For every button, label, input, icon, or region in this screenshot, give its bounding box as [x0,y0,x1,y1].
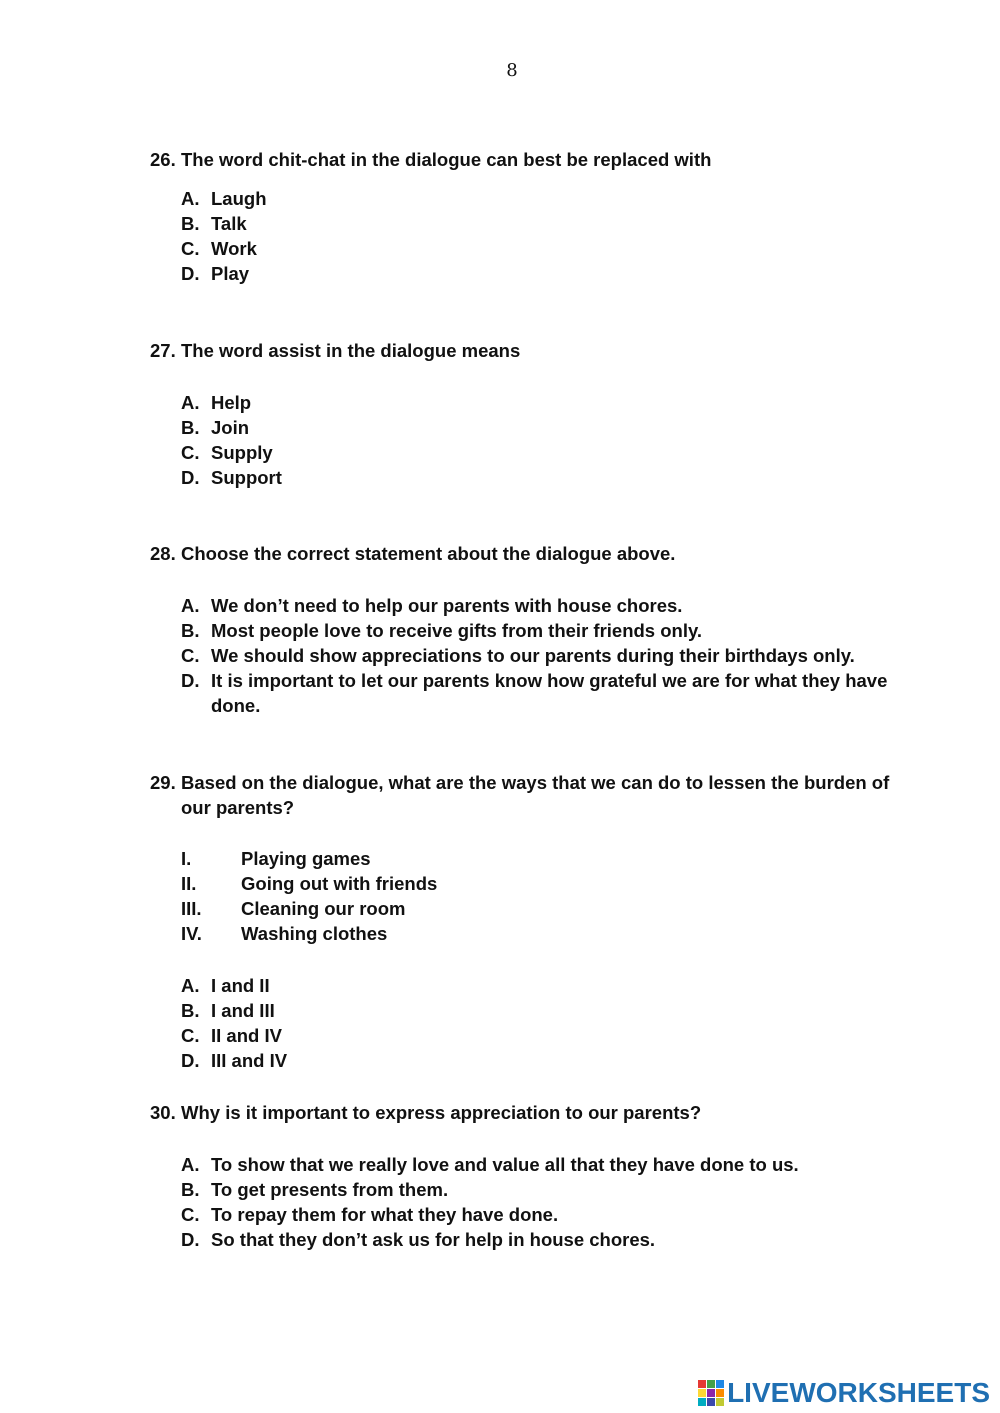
question-number: 26. [150,149,176,170]
option-text: Join [211,417,250,438]
option-c[interactable] [181,440,910,465]
roman-number: IV. [181,923,202,944]
option-letter: C. [181,1204,200,1225]
option-text: III and IV [211,1050,288,1071]
option-a[interactable] [181,390,910,415]
option-b[interactable] [181,998,910,1023]
option-text: I and III [211,1000,275,1021]
option-list [181,1152,910,1252]
question-number: 29. [150,772,176,793]
roman-number: II. [181,873,197,894]
option-letter: A. [181,1154,200,1175]
option-letter: C. [181,442,200,463]
question-text: The word chit-chat in the dialogue can best be replaced with [181,149,712,170]
option-letter: B. [181,1179,200,1200]
roman-text: Washing clothes [241,923,388,944]
option-b[interactable] [181,211,910,236]
option-letter: B. [181,213,200,234]
question-27 [150,338,910,490]
option-list [181,186,910,286]
option-c[interactable] [181,1023,910,1048]
option-text: Supply [211,442,273,463]
roman-number: I. [181,848,192,869]
roman-item [181,896,910,921]
question-text: Based on the dialogue, what are the ways that we can do to lessen the burden of our parents? [181,772,890,818]
logo-square [707,1380,715,1388]
option-text: So that they don’t ask us for help in house chores. [211,1229,656,1250]
roman-text: Playing games [241,848,371,869]
option-letter: D. [181,467,200,488]
logo-square [698,1398,706,1406]
page-number: 8 [506,60,518,81]
option-text: To get presents from them. [211,1179,449,1200]
option-b[interactable] [181,1177,910,1202]
option-letter: A. [181,595,200,616]
logo-square [716,1389,724,1397]
option-text: It is important to let our parents know how grateful we are for what they have done. [211,670,888,716]
question-29 [150,770,910,1073]
logo-square [716,1398,724,1406]
option-letter: D. [181,1050,200,1071]
option-c[interactable] [181,236,910,261]
question-text: Why is it important to express appreciation to our parents? [181,1102,702,1123]
logo-square [707,1398,715,1406]
logo-square [707,1389,715,1397]
option-text: Most people love to receive gifts from their friends only. [211,620,703,641]
option-list [181,973,910,1073]
question-text: The word assist in the dialogue means [181,340,521,361]
option-d[interactable] [181,261,910,286]
option-letter: D. [181,670,200,691]
option-letter: C. [181,1025,200,1046]
option-c[interactable] [181,643,910,668]
option-text: Help [211,392,252,413]
option-c[interactable] [181,1202,910,1227]
option-d[interactable] [181,465,910,490]
option-d[interactable] [181,1048,910,1073]
option-a[interactable] [181,1152,910,1177]
question-number: 28. [150,543,176,564]
option-text: II and IV [211,1025,282,1046]
option-text: We don’t need to help our parents with house chores. [211,595,683,616]
question-28 [150,541,910,718]
option-letter: C. [181,645,200,666]
option-text: To show that we really love and value all that they have done to us. [211,1154,799,1175]
option-letter: A. [181,975,200,996]
option-letter: B. [181,417,200,438]
option-letter: A. [181,188,200,209]
option-letter: B. [181,1000,200,1021]
option-letter: D. [181,1229,200,1250]
option-letter: C. [181,238,200,259]
roman-list [181,846,910,946]
option-text: I and II [211,975,270,996]
option-text: Work [211,238,257,259]
roman-item [181,846,910,871]
roman-text: Cleaning our room [241,898,406,919]
option-d[interactable] [181,1227,910,1252]
logo-square [698,1380,706,1388]
option-letter: D. [181,263,200,284]
option-text: To repay them for what they have done. [211,1204,559,1225]
roman-item [181,921,910,946]
option-text: Play [211,263,250,284]
option-letter: A. [181,392,200,413]
option-b[interactable] [181,618,910,643]
option-list [181,390,910,490]
roman-text: Going out with friends [241,873,438,894]
roman-number: III. [181,898,202,919]
option-list [181,593,910,718]
option-letter: B. [181,620,200,641]
question-26 [150,147,910,286]
option-text: Talk [211,213,247,234]
option-text: We should show appreciations to our parents during their birthdays only. [211,645,855,666]
option-b[interactable] [181,415,910,440]
option-text: Laugh [211,188,267,209]
logo-square [716,1380,724,1388]
logo-square [698,1389,706,1397]
question-number: 30. [150,1102,176,1123]
question-30 [150,1100,910,1252]
question-text: Choose the correct statement about the dialogue above. [181,543,676,564]
option-a[interactable] [181,973,910,998]
question-number: 27. [150,340,176,361]
liveworksheets-logo[interactable] [698,1377,990,1409]
option-d[interactable] [181,668,910,718]
logo-text: LIVEWORKSHEETS [727,1377,990,1408]
roman-item [181,871,910,896]
option-text: Support [211,467,282,488]
option-a[interactable] [181,186,910,211]
option-a[interactable] [181,593,910,618]
liveworksheets-logo-icon [698,1380,724,1406]
